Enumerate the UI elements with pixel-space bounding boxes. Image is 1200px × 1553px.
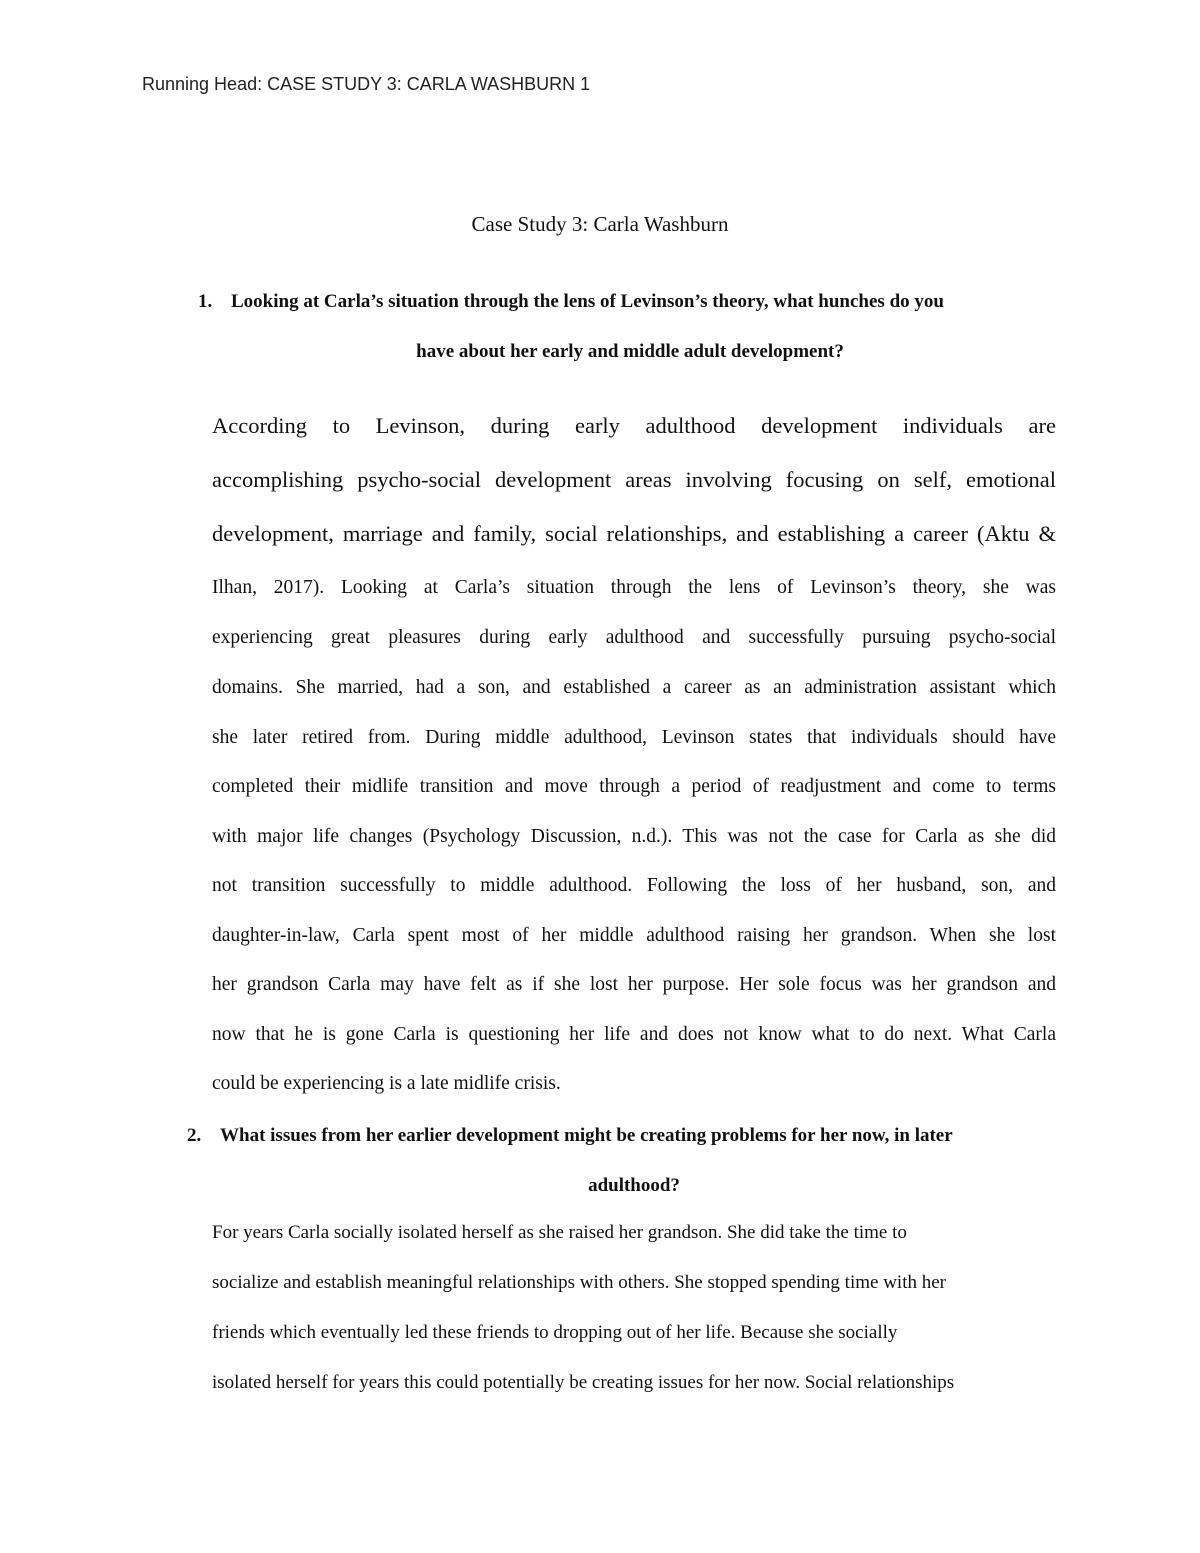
answer-2-line: friends which eventually led these friends to dropping out of her life. Because she socially <box>212 1322 898 1343</box>
answer-1-line: experiencing great pleasures during early adulthood and successfully pursuing psycho-social <box>212 627 1056 648</box>
answer-1-line: domains. She married, had a son, and established a career as an administration assistant which <box>212 677 1056 698</box>
answer-2-line: socialize and establish meaningful relationships with others. She stopped spending time with her <box>212 1272 946 1293</box>
question-2-line-1: What issues from her earlier development might be creating problems for her now, in later <box>220 1125 953 1146</box>
answer-2-line: isolated herself for years this could potentially be creating issues for her now. Social relationships <box>212 1372 955 1393</box>
question-2-line-2: adulthood? <box>588 1175 680 1196</box>
answer-1-line: development, marriage and family, social relationships, and establishing a career (Aktu & <box>212 521 1056 546</box>
answer-1-line: completed their midlife transition and move through a period of readjustment and come to terms <box>212 776 1056 797</box>
answer-1-line: daughter-in-law, Carla spent most of her middle adulthood raising her grandson. When she lost <box>212 925 1056 946</box>
question-2-number: 2. <box>187 1125 202 1146</box>
answer-2-line: For years Carla socially isolated herself as she raised her grandson. She did take the time to <box>212 1222 907 1243</box>
answer-1-line: Ilhan, 2017). Looking at Carla’s situation through the lens of Levinson’s theory, she was <box>212 577 1056 598</box>
answer-1-line: not transition successfully to middle adulthood. Following the loss of her husband, son, and <box>212 875 1056 896</box>
answer-1-line: now that he is gone Carla is questioning her life and does not know what to do next. What Carla <box>212 1024 1056 1045</box>
answer-1-line: could be experiencing is a late midlife crisis. <box>212 1073 561 1094</box>
answer-1-line: she later retired from. During middle adulthood, Levinson states that individuals should have <box>212 727 1056 748</box>
answer-1-line: her grandson Carla may have felt as if she lost her purpose. Her sole focus was her grandson and <box>212 974 1056 995</box>
answer-1-line: According to Levinson, during early adulthood development individuals are <box>212 413 1056 438</box>
question-1-line-1: Looking at Carla’s situation through the lens of Levinson’s theory, what hunches do you <box>231 291 944 312</box>
question-1-number: 1. <box>198 291 213 312</box>
document-title: Case Study 3: Carla Washburn <box>471 212 729 236</box>
question-1-line-2: have about her early and middle adult development? <box>416 341 844 362</box>
answer-1-line: with major life changes (Psychology Discussion, n.d.). This was not the case for Carla as she did <box>212 826 1056 847</box>
answer-1-line: accomplishing psycho-social development areas involving focusing on self, emotional <box>212 467 1056 492</box>
running-head: Running Head: CASE STUDY 3: CARLA WASHBURN 1 <box>142 74 591 94</box>
